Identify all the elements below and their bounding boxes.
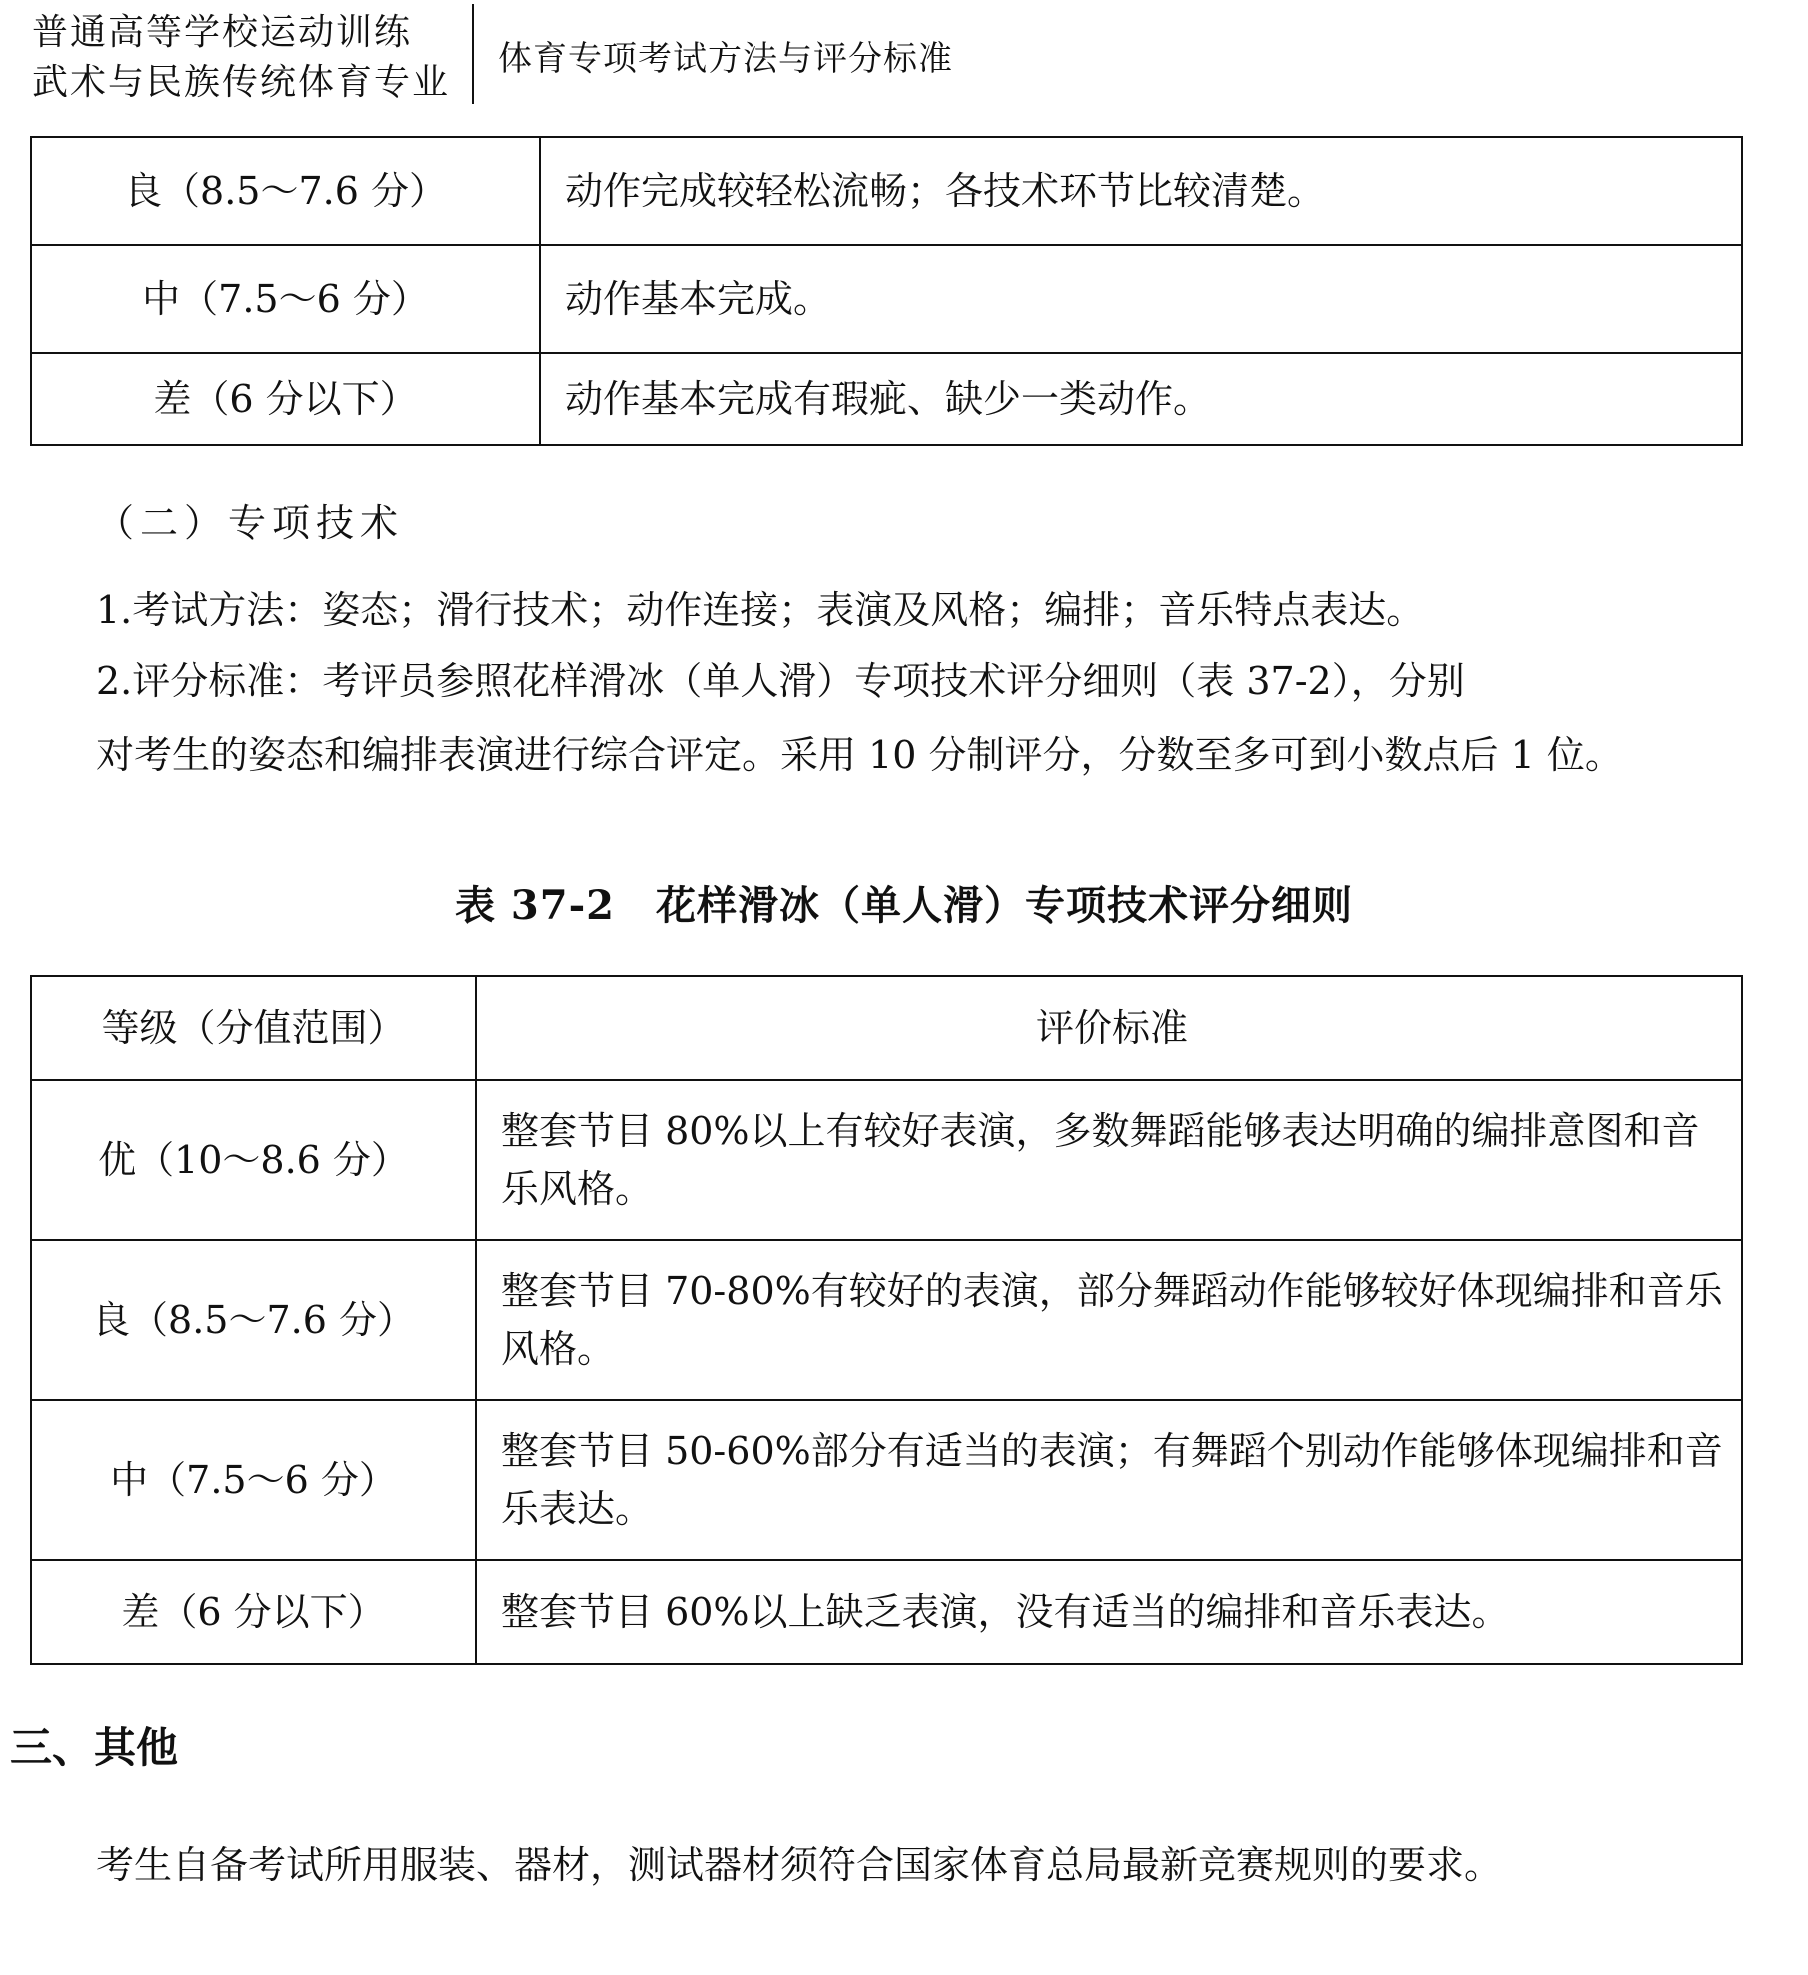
table-title: 表 37-2 花样滑冰（单人滑）专项技术评分细则 (454, 882, 1354, 929)
grade-cell: 中（7.5～6 分） (31, 245, 540, 353)
criteria-cell: 整套节目 80%以上有较好表演，多数舞蹈能够表达明确的编排意图和音乐风格。 (476, 1080, 1742, 1240)
header-criteria: 评价标准 (476, 976, 1742, 1080)
header-program-line1: 普通高等学校运动训练 (32, 12, 413, 53)
grade-cell: 良（8.5～7.6 分） (31, 1240, 476, 1400)
table-row (31, 1400, 1742, 1560)
grade-cell: 差（6 分以下） (31, 1560, 476, 1664)
section-heading: 三、其他 (10, 1723, 179, 1772)
grade-cell: 差（6 分以下） (31, 353, 540, 445)
table-row (31, 353, 1742, 445)
scoring-standard-text-line2: 对考生的姿态和编排表演进行综合评定。采用 10 分制评分，分数至多可到小数点后 1 位。 (96, 733, 1623, 777)
criteria-cell: 整套节目 60%以上缺乏表演，没有适当的编排和音乐表达。 (476, 1560, 1742, 1664)
table-row (31, 1560, 1742, 1664)
page-header (32, 4, 1792, 104)
grade-cell: 良（8.5～7.6 分） (31, 137, 540, 245)
criteria-cell: 动作基本完成。 (540, 245, 1742, 353)
table-header-row (31, 976, 1742, 1080)
header-grade: 等级（分值范围） (31, 976, 476, 1080)
technique-scoring-table (30, 975, 1743, 1665)
header-program (32, 8, 450, 108)
grade-cell: 中（7.5～6 分） (31, 1400, 476, 1560)
exam-method-text: 1.考试方法：姿态；滑行技术；动作连接；表演及风格；编排；音乐特点表达。 (96, 588, 1425, 632)
subsection-heading: （二）专项技术 (96, 501, 405, 545)
header-title: 体育专项考试方法与评分标准 (498, 39, 953, 79)
header-divider (472, 4, 474, 104)
scoring-table-continued (30, 136, 1743, 446)
table-row (31, 245, 1742, 353)
header-program-line2: 武术与民族传统体育专业 (32, 62, 451, 103)
scoring-standard-text-line1: 2.评分标准：考评员参照花样滑冰（单人滑）专项技术评分细则（表 37-2），分别 (96, 659, 1465, 703)
equipment-note: 考生自备考试所用服装、器材，测试器材须符合国家体育总局最新竞赛规则的要求。 (96, 1843, 1503, 1887)
criteria-cell: 动作完成较轻松流畅；各技术环节比较清楚。 (540, 137, 1742, 245)
grade-cell: 优（10～8.6 分） (31, 1080, 476, 1240)
criteria-cell: 动作基本完成有瑕疵、缺少一类动作。 (540, 353, 1742, 445)
criteria-cell: 整套节目 70-80%有较好的表演，部分舞蹈动作能够较好体现编排和音乐风格。 (476, 1240, 1742, 1400)
table-row (31, 137, 1742, 245)
table-row (31, 1080, 1742, 1240)
table-row (31, 1240, 1742, 1400)
criteria-cell: 整套节目 50-60%部分有适当的表演；有舞蹈个别动作能够体现编排和音乐表达。 (476, 1400, 1742, 1560)
